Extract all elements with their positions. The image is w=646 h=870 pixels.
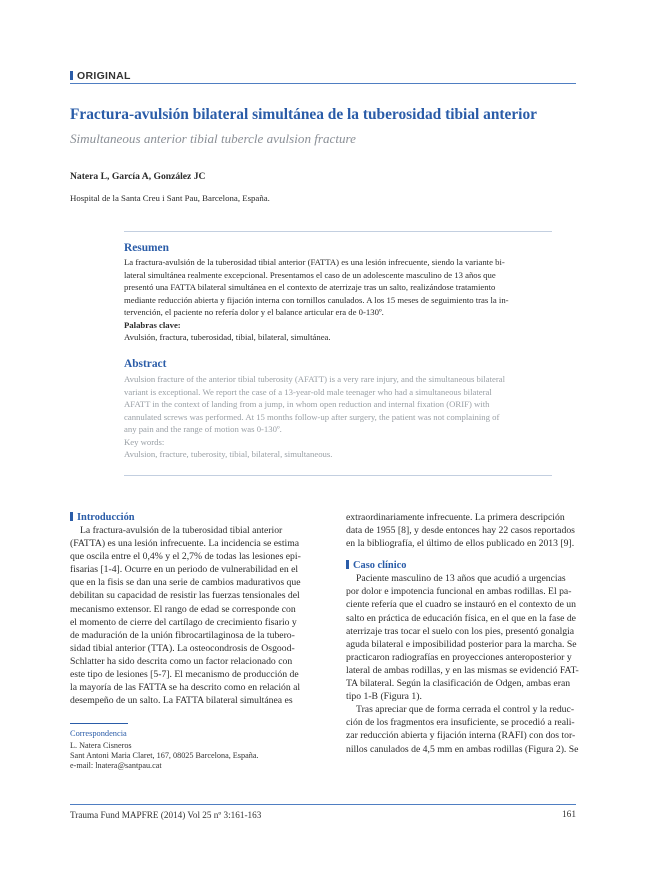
body-line: el momento de cierre del cartílago de crecimiento fisario y: [70, 616, 297, 628]
body-line: (FATTA) es una lesión infrecuente. La incidencia se estima: [70, 538, 300, 550]
section-label: [70, 70, 131, 82]
body-line: tipo 1-B (Figura 1).: [346, 691, 422, 703]
case-heading: [346, 559, 604, 572]
abstract-box-bottom-rule: [124, 475, 552, 476]
body-line: que oscila entre el 0,4% y el 2,7% de todas las lesiones epi-: [70, 551, 301, 563]
section-marker-bar: [70, 71, 73, 80]
body-line: ción de los fragmentos era insuficiente, se procedió a reali-: [346, 717, 575, 729]
body-line: zar reducción abierta y fijación interna (RAFI) con dos tor-: [346, 730, 576, 742]
resumen-heading: Resumen: [124, 242, 169, 254]
body-line: debilitan su capacidad de resistir las fuerzas tensionales del: [70, 590, 300, 602]
abstract-text: [124, 373, 552, 461]
body-line: data de 1955 [8], y desde entonces hay 22 casos reportados: [346, 525, 575, 537]
abstract-keywords: Avulsion, fracture, tuberosity, tibial, bilateral, simultaneous.: [124, 449, 333, 459]
correspondence-email[interactable]: e-mail: lnatera@santpau.cat: [70, 761, 162, 770]
journal-citation: Trauma Fund MAPFRE (2014) Vol 25 nº 3:161-163: [70, 810, 262, 820]
case-heading-text: Caso clínico: [353, 560, 407, 572]
body-line: La fractura-avulsión de la tuberosidad tibial anterior: [80, 525, 283, 536]
body-line: fisarias [1-4]. Ocurre en un periodo de vulnerabilidad en el: [70, 564, 299, 576]
intro-paragraph: [70, 524, 328, 707]
intro-continuation: [346, 511, 604, 550]
body-line: mecanismo extensor. El rango de edad se corresponde con: [70, 603, 296, 615]
page-number: 161: [561, 810, 576, 820]
abstract-line: any pain and the range of motion was 0-130º.: [124, 424, 282, 434]
section-label-text: ORIGINAL: [77, 70, 131, 82]
body-line: TA bilateral. Según la clasificación de Odgen, ambas eran: [346, 678, 571, 690]
body-line: Tras apreciar que de forma cerrada el control y la reduc-: [356, 704, 575, 716]
correspondence-address: Sant Antoni Maria Claret, 167, 08025 Barcelona, España.: [70, 751, 259, 760]
body-line: aguda bilateral e imposibilidad posterior para la marcha. Se: [346, 638, 577, 650]
resumen-line: presentó una FATTA bilateral simultánea en el contexto de aterrizaje tras un salto, realizándose tratamiento: [124, 282, 496, 292]
body-line: de maduración de la unión fibrocartilaginosa de la tubero-: [70, 629, 295, 641]
correspondence-name: L. Natera Cisneros: [70, 741, 132, 750]
correspondence-rule: [70, 723, 128, 724]
body-line: practicaron radiografías en proyecciones anteroposterior y: [346, 651, 572, 663]
intro-heading: [70, 511, 328, 524]
header-rule: [70, 83, 576, 84]
abstract-heading: Abstract: [124, 358, 167, 370]
affiliation: Hospital de la Santa Creu i Sant Pau, Barcelona, España.: [70, 193, 270, 203]
body-line: Schlatter ha sido descrita como un factor relacionado con: [70, 655, 293, 667]
body-line: salto en práctica de educación física, en el que en la fase de: [346, 612, 576, 624]
body-line: lateral de ambas rodillas, y en las mismas se evidenció FAT-: [346, 664, 579, 676]
resumen-line: tervención, el paciente no refería dolor y el balance articular era de 0-130º.: [124, 307, 384, 317]
body-line: extraordinariamente infrecuente. La primera descripción: [346, 512, 565, 523]
left-column: [70, 511, 328, 707]
abstract-box-top-rule: [124, 231, 552, 232]
authors: Natera L, García A, González JC: [70, 171, 206, 182]
resumen-line: La fractura-avulsión de la tuberosidad tibial anterior (FATTA) es una lesión infrecuente, siendo la variante bi-: [124, 257, 505, 267]
abstract-keywords-label: Key words:: [124, 436, 165, 447]
body-line: sidad tibial anterior (TTA). La osteocondrosis de Osgood-: [70, 642, 295, 654]
body-line: la mayoría de las FATTA se ha descrito como en relación al: [70, 682, 301, 694]
body-line: desempeño de un salto. La FATTA bilateral simultánea es: [70, 695, 293, 707]
body-line: que en la fisis se dan una serie de cambios madurativos que: [70, 577, 301, 589]
intro-marker-bar: [70, 512, 73, 521]
article-subtitle: Simultaneous anterior tibial tubercle avulsion fracture: [70, 131, 356, 146]
case-marker-bar: [346, 560, 349, 569]
abstract-line: cannulated screws was performed. At 15 months follow-up after surgery, the patient was not complaining of: [124, 411, 500, 422]
abstract-line: AFATT in the context of landing from a jump, in whom open reduction and internal fixation (ORIF) with: [124, 399, 490, 409]
article-title: Fractura-avulsión bilateral simultánea de la tuberosidad tibial anterior: [70, 106, 537, 123]
intro-heading-text: Introducción: [77, 512, 135, 523]
body-line: nillos canulados de 4,5 mm en ambas rodillas (Figura 2). Se: [346, 743, 579, 755]
resumen-line: lateral simultánea realmente excepcional. Presentamos el caso de un adolescente masculino de 13 años que: [124, 269, 496, 280]
abstract-line: variant is exceptional. We report the case of a 13-year-old male teenager who had a simultaneous bilateral: [124, 386, 492, 397]
body-line: ciente refería que el cuadro se instauró en el contexto de un: [346, 599, 576, 611]
right-column: [346, 511, 604, 756]
case-paragraph-1: [346, 572, 604, 703]
body-line: en la bibliografía, el último de ellos publicado en 2013 [9].: [346, 538, 575, 550]
body-line: este tipo de lesiones [5-7]. El mecanismo de producción de: [70, 669, 299, 681]
resumen-keywords-label: Palabras clave:: [124, 319, 181, 330]
case-paragraph-2: [346, 703, 604, 755]
correspondence-heading: Correspondencia: [70, 729, 127, 738]
footer-rule: [70, 804, 576, 805]
body-line: Paciente masculino de 13 años que acudió a urgencias: [356, 573, 566, 585]
resumen-line: mediante reducción abierta y fijación interna con tornillos canulados. A los 15 meses de seguimiento tras la in-: [124, 294, 509, 305]
resumen-text: [124, 256, 552, 344]
abstract-line: Avulsion fracture of the anterior tibial tuberosity (AFATT) is a very rare injury, and the simultaneous bilateral: [124, 374, 506, 384]
body-line: aterrizaje tras tocar el suelo con los pies, presentó gonalgia: [346, 625, 575, 637]
resumen-keywords: Avulsión, fractura, tuberosidad, tibial, bilateral, simultánea.: [124, 332, 331, 342]
body-line: por dolor e impotencia funcional en ambas rodillas. El pa-: [346, 586, 572, 598]
